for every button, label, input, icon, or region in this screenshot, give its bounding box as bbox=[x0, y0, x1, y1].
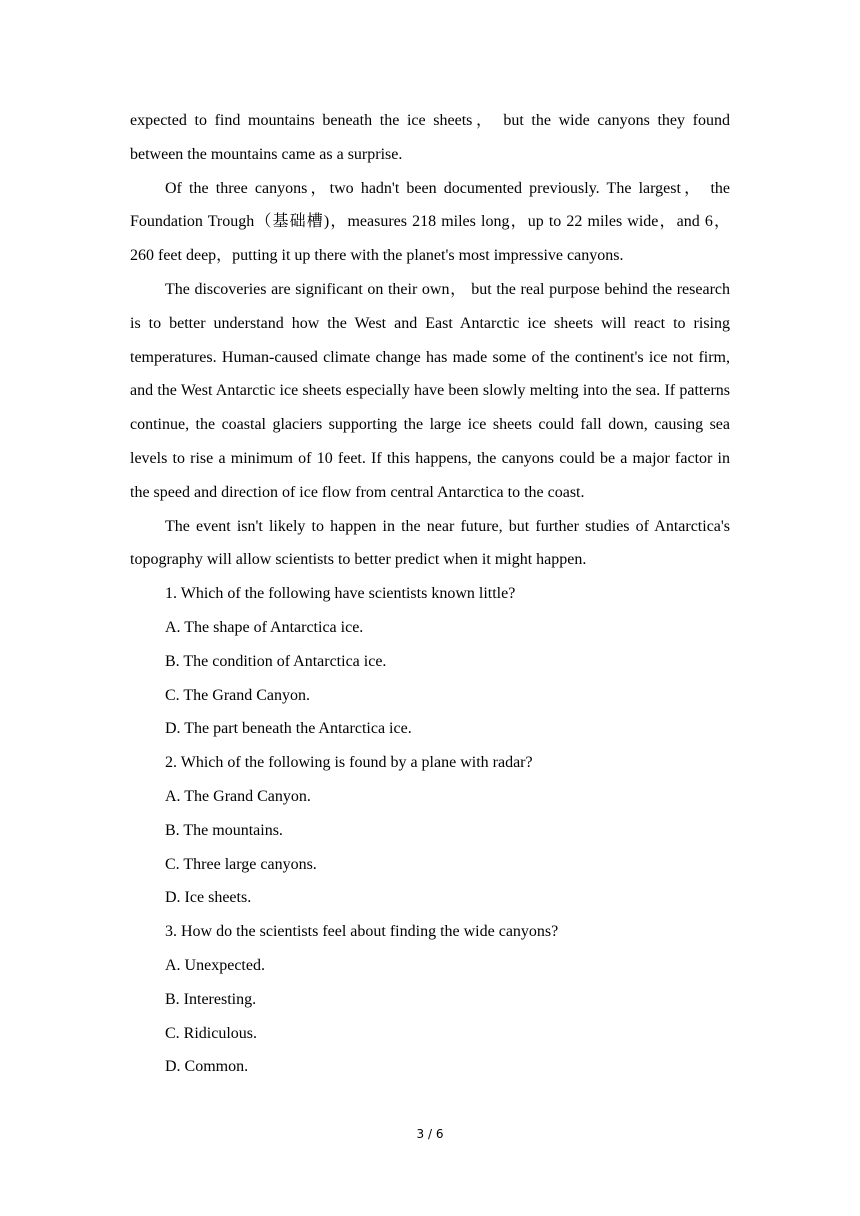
answer-option: D. The part beneath the Antarctica ice. bbox=[165, 720, 412, 738]
question-1 bbox=[130, 577, 730, 746]
answer-option: C. Three large canyons. bbox=[165, 855, 317, 873]
question-2 bbox=[130, 746, 730, 915]
passage-paragraph-2: Of the three canyons，two hadn't been documented previously. The largest， the Foundation Trough（基础槽)，measures 218 miles long，up to 22 miles wide，and 6，260 feet deep，putting it up there with the planet's most impressive canyons. bbox=[130, 179, 730, 265]
page-number: 3 / 6 bbox=[416, 1127, 444, 1141]
answer-option: B. Interesting. bbox=[165, 990, 257, 1008]
question-3 bbox=[130, 915, 730, 1084]
passage-paragraph-3: The discoveries are significant on their own， but the real purpose behind the research is to better understand how the West and East Antarctic ice sheets will react to rising temperatures. Human-caused climate change has made some of the continent's ice not firm, and the West Antarctic ice sheets especially have been slowly melting into the sea. If patterns continue, the coastal glaciers supporting the large ice sheets could fall down, causing sea levels to rise a minimum of 10 feet. If this happens, the canyons could be a major factor in the speed and direction of ice flow from central Antarctica to the coast. bbox=[130, 280, 730, 501]
answer-option: A. The shape of Antarctica ice. bbox=[165, 618, 364, 636]
answer-option: B. The mountains. bbox=[165, 821, 283, 839]
answer-option: D. Common. bbox=[165, 1058, 249, 1076]
answer-option: C. The Grand Canyon. bbox=[165, 686, 311, 704]
answer-option: B. The condition of Antarctica ice. bbox=[165, 652, 387, 670]
answer-option: C. Ridiculous. bbox=[165, 1024, 258, 1042]
answer-option: D. Ice sheets. bbox=[165, 889, 252, 907]
passage-paragraph-1: expected to find mountains beneath the ice sheets， but the wide canyons they found between the mountains came as a surprise. bbox=[130, 112, 730, 163]
question-stem: 2. Which of the following is found by a plane with radar? bbox=[165, 754, 533, 772]
question-stem: 1. Which of the following have scientists known little? bbox=[165, 585, 516, 603]
answer-option: A. The Grand Canyon. bbox=[165, 787, 311, 805]
answer-option: A. Unexpected. bbox=[165, 956, 265, 974]
reading-passage bbox=[130, 104, 730, 577]
passage-paragraph-4: The event isn't likely to happen in the near future, but further studies of Antarctica's topography will allow scientists to better predict when it might happen. bbox=[130, 517, 730, 569]
question-list bbox=[130, 577, 730, 1084]
question-stem: 3. How do the scientists feel about finding the wide canyons? bbox=[165, 923, 559, 941]
page-content bbox=[130, 104, 730, 1084]
